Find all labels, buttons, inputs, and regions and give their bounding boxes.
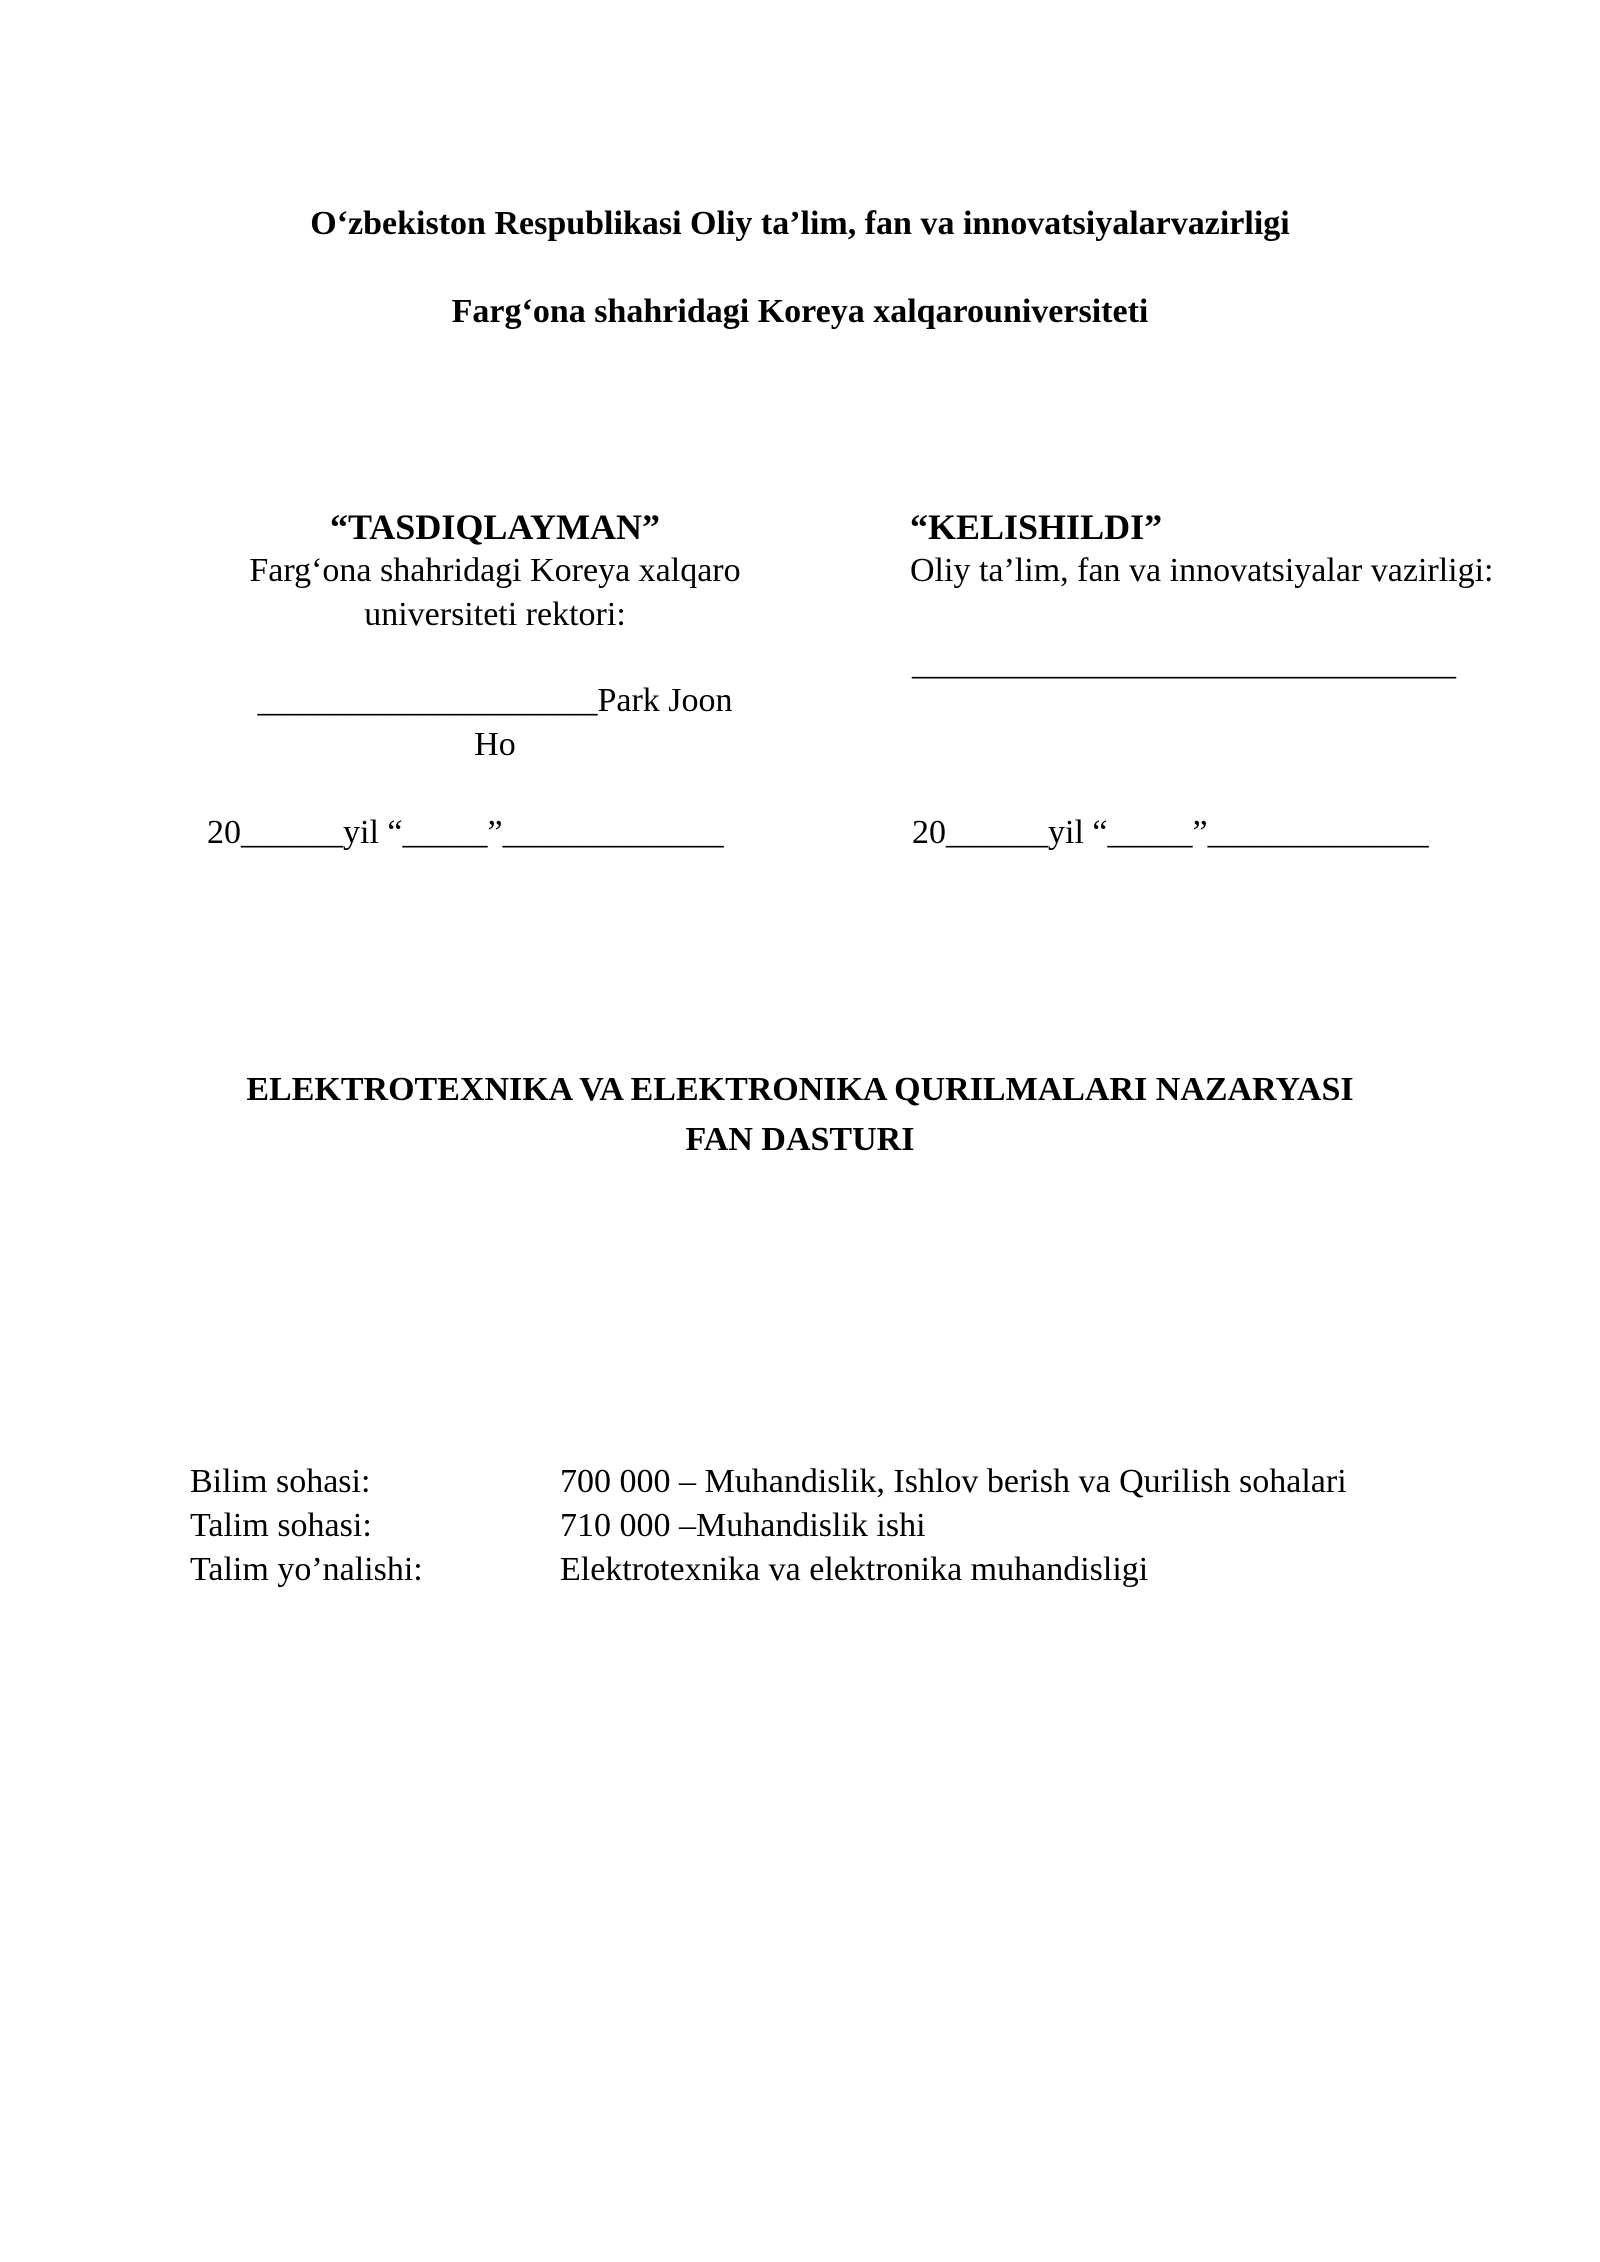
info-row-knowledge-area <box>190 1460 1347 1504</box>
info-value: Elektrotexnika va elektronika muhandisligi <box>560 1551 1149 1588</box>
program-title <box>0 1065 1600 1165</box>
program-title-line2: FAN DASTURI <box>685 1121 915 1158</box>
ministry-heading: O‘zbekiston Respublikasi Oliy ta’lim, fan va innovatsiyalarvazirligi <box>310 205 1290 242</box>
info-row-education-direction <box>190 1548 1347 1592</box>
info-label: Talim sohasi: <box>190 1507 372 1544</box>
approval-left-block <box>200 505 790 637</box>
university-heading: Farg‘ona shahridagi Koreya xalqarouniversiteti <box>451 293 1149 330</box>
rector-signature-line: ____________________Park Joon <box>257 682 733 719</box>
ministry-role-line: Oliy ta’lim, fan va innovatsiyalar vazirligi: <box>910 552 1494 589</box>
info-label: Talim yo’nalishi: <box>190 1551 423 1588</box>
info-row-education-area <box>190 1504 1347 1548</box>
approve-heading: “TASDIQLAYMAN” <box>329 507 661 547</box>
info-label: Bilim sohasi: <box>190 1463 371 1500</box>
rector-date-line: 20______yil “_____”_____________ <box>207 814 724 851</box>
rector-role-line1: Farg‘ona shahridagi Koreya xalqaro <box>249 552 741 589</box>
info-value: 700 000 – Muhandislik, Ishlov berish va Qurilish sohalari <box>560 1463 1347 1500</box>
ministry-date-line: 20______yil “_____”_____________ <box>912 814 1429 851</box>
rector-name-cont: Ho <box>474 726 516 763</box>
ministry-signature-line: ________________________________ <box>912 645 1456 682</box>
rector-signature-block <box>200 679 790 767</box>
rector-role-line2: universiteti rektori: <box>364 596 626 633</box>
approval-right-block <box>910 505 1570 593</box>
field-info-table <box>190 1460 1347 1592</box>
agreed-heading: “KELISHILDI” <box>910 507 1163 547</box>
program-title-line1: ELEKTROTEXNIKA VA ELEKTRONIKA QURILMALARI NAZARYASI <box>246 1071 1354 1108</box>
info-value: 710 000 –Muhandislik ishi <box>560 1507 926 1544</box>
